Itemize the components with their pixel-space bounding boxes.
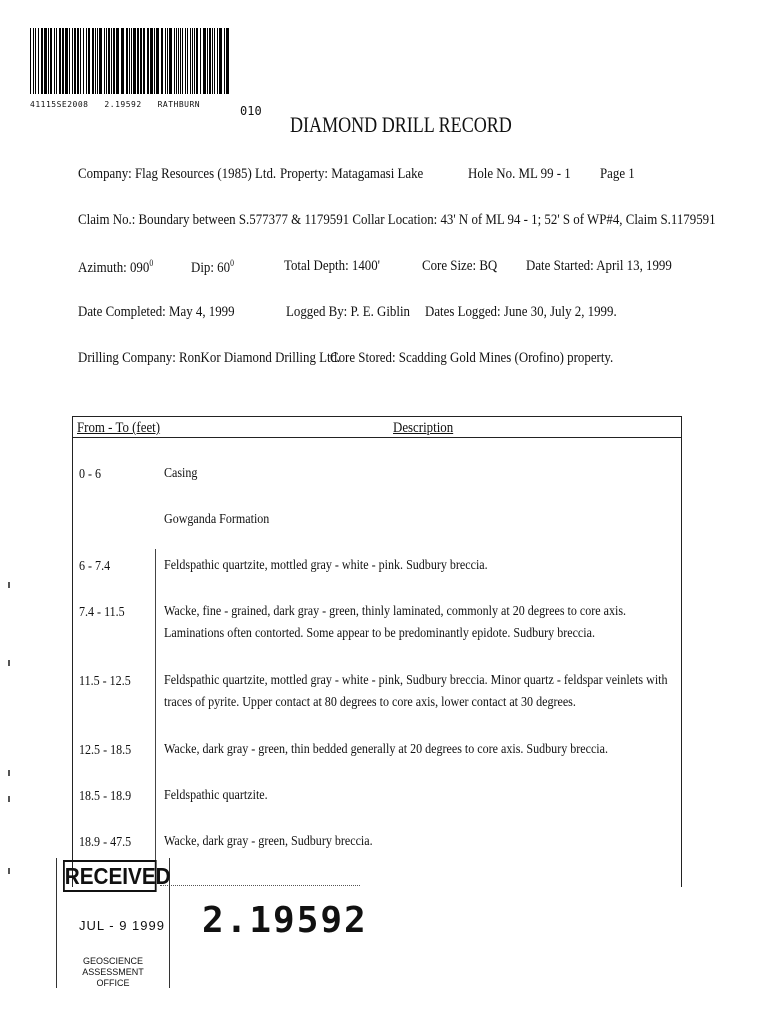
table-row-from: 12.5 - 18.5 bbox=[79, 743, 132, 758]
margin-mark bbox=[8, 660, 10, 666]
barcode-bar bbox=[111, 28, 112, 94]
logged-by-field: Logged By: P. E. Giblin bbox=[286, 304, 410, 320]
margin-mark bbox=[8, 796, 10, 802]
barcode-bar bbox=[41, 28, 43, 94]
barcode-bar bbox=[140, 28, 142, 94]
stamp-office-line: OFFICE bbox=[96, 978, 130, 988]
barcode-bar bbox=[44, 28, 47, 94]
barcode-bar bbox=[99, 28, 102, 94]
barcode bbox=[30, 28, 230, 94]
barcode-bar bbox=[190, 28, 191, 94]
table-row-desc: Gowganda Formation bbox=[164, 512, 270, 527]
stamp-office-line: GEOSCIENCE ASSESSMENT bbox=[82, 956, 144, 977]
barcode-bar bbox=[174, 28, 175, 94]
dip-value: Dip: 60 bbox=[191, 260, 231, 276]
date-started-field: Date Started: April 13, 1999 bbox=[526, 258, 672, 274]
barcode-bar bbox=[214, 28, 215, 94]
barcode-bar bbox=[200, 28, 201, 94]
barcode-bar bbox=[95, 28, 96, 94]
barcode-bar bbox=[219, 28, 222, 94]
barcode-bar bbox=[97, 28, 98, 94]
barcode-bar bbox=[192, 28, 193, 94]
barcode-bar bbox=[150, 28, 153, 94]
barcode-graphic bbox=[30, 28, 230, 94]
barcode-bar bbox=[156, 28, 159, 94]
barcode-bar bbox=[33, 28, 34, 94]
column-divider bbox=[155, 549, 156, 887]
header-from-to: From - To (feet) bbox=[77, 420, 161, 436]
barcode-bar bbox=[178, 28, 179, 94]
barcode-bar bbox=[54, 28, 55, 94]
file-number: 2.19592 bbox=[202, 900, 368, 941]
barcode-bar bbox=[165, 28, 166, 94]
barcode-bar bbox=[59, 28, 61, 94]
barcode-bar bbox=[203, 28, 206, 94]
table-row-desc: Feldspathic quartzite, mottled gray - white - pink. Sudbury breccia. bbox=[164, 558, 488, 573]
core-size-field: Core Size: BQ bbox=[422, 258, 498, 274]
table-row-desc: Wacke, fine - grained, dark gray - green, thinly laminated, commonly at 20 degrees to core axis. Laminations often contorted. Some appear to be predominantly epidote. Sudbury breccia. bbox=[164, 604, 627, 641]
barcode-bar bbox=[113, 28, 115, 94]
barcode-bar bbox=[92, 28, 94, 94]
barcode-bar bbox=[38, 28, 39, 94]
total-depth-field: Total Depth: 1400' bbox=[284, 258, 381, 274]
received-stamp bbox=[56, 858, 170, 988]
barcode-bar bbox=[143, 28, 145, 94]
table-row-from: 0 - 6 bbox=[79, 467, 102, 482]
barcode-bar bbox=[212, 28, 213, 94]
barcode-bar bbox=[176, 28, 177, 94]
table-row-from: 18.5 - 18.9 bbox=[79, 789, 132, 804]
margin-mark bbox=[8, 868, 10, 874]
barcode-bar bbox=[72, 28, 73, 94]
barcode-bar bbox=[65, 28, 68, 94]
drill-log-table bbox=[72, 416, 682, 887]
barcode-bar bbox=[196, 28, 198, 94]
barcode-bar bbox=[116, 28, 119, 94]
barcode-bar bbox=[88, 28, 90, 94]
barcode-bar bbox=[209, 28, 211, 94]
page-title: DIAMOND DRILL RECORD bbox=[290, 112, 512, 137]
barcode-bar bbox=[126, 28, 128, 94]
barcode-bar bbox=[129, 28, 130, 94]
stamp-date: JUL - 9 1999 bbox=[79, 918, 165, 933]
company-field: Company: Flag Resources (1985) Ltd. bbox=[78, 166, 277, 182]
stamp-office bbox=[59, 956, 167, 989]
dip-degree: 0 bbox=[230, 258, 234, 268]
table-row-desc: Feldspathic quartzite. bbox=[164, 788, 268, 803]
barcode-bar bbox=[56, 28, 57, 94]
barcode-bar bbox=[185, 28, 186, 94]
barcode-bar bbox=[106, 28, 107, 94]
azimuth-degree: 0 bbox=[149, 258, 154, 268]
table-row-from: 18.9 - 47.5 bbox=[79, 835, 132, 850]
barcode-bar bbox=[217, 28, 218, 94]
barcode-bar bbox=[154, 28, 155, 94]
barcode-bar bbox=[30, 28, 31, 94]
property-field: Property: Matagamasi Lake bbox=[280, 166, 424, 182]
margin-mark bbox=[8, 770, 10, 776]
table-row-desc: Casing bbox=[164, 466, 198, 481]
barcode-bar bbox=[167, 28, 168, 94]
barcode-bar bbox=[69, 28, 70, 94]
barcode-bar bbox=[35, 28, 36, 94]
barcode-bar bbox=[147, 28, 149, 94]
table-row-desc: Wacke, dark gray - green, thin bedded generally at 20 degrees to core axis. Sudbury breccia. bbox=[164, 742, 609, 757]
document-code-line: 41115SE2008 2.19592 RATHBURN bbox=[30, 100, 201, 109]
barcode-bar bbox=[169, 28, 172, 94]
claim-field: Claim No.: Boundary between S.577377 & 1179591 Collar Location: 43' N of ML 94 - 1; 52' S of WP#4, Claim S.1179591 bbox=[78, 212, 716, 228]
barcode-bar bbox=[77, 28, 79, 94]
margin-mark bbox=[8, 582, 10, 588]
stamp-number: 010 bbox=[240, 104, 262, 118]
stamp-title: RECEIVED bbox=[63, 860, 157, 892]
barcode-bar bbox=[180, 28, 181, 94]
hole-number-field: Hole No. ML 99 - 1 bbox=[468, 166, 571, 182]
azimuth-value: Azimuth: 090 bbox=[78, 260, 150, 276]
dip-field bbox=[191, 258, 234, 277]
barcode-bar bbox=[80, 28, 81, 94]
table-row-desc: Wacke, dark gray - green, Sudbury breccia. bbox=[164, 834, 373, 849]
date-completed-field: Date Completed: May 4, 1999 bbox=[78, 304, 235, 320]
header-description: Description bbox=[393, 420, 454, 436]
barcode-bar bbox=[182, 28, 183, 94]
barcode-bar bbox=[194, 28, 195, 94]
barcode-bar bbox=[131, 28, 132, 94]
table-row-from: 6 - 7.4 bbox=[79, 559, 111, 574]
barcode-bar bbox=[226, 28, 229, 94]
table-row-from: 7.4 - 11.5 bbox=[79, 605, 125, 620]
barcode-bar bbox=[50, 28, 52, 94]
page-number-field: Page 1 bbox=[600, 166, 635, 182]
drilling-company-field: Drilling Company: RonKor Diamond Drilling Ltd. bbox=[78, 350, 341, 366]
table-header bbox=[73, 417, 681, 438]
barcode-bar bbox=[207, 28, 208, 94]
barcode-bar bbox=[187, 28, 188, 94]
table-bottom-rule bbox=[160, 885, 360, 886]
barcode-bar bbox=[48, 28, 49, 94]
core-stored-field: Core Stored: Scadding Gold Mines (Orofino) property. bbox=[330, 350, 614, 366]
azimuth-field bbox=[78, 258, 153, 277]
barcode-bar bbox=[104, 28, 105, 94]
barcode-bar bbox=[121, 28, 124, 94]
table-row-desc: Feldspathic quartzite, mottled gray - white - pink, Sudbury breccia. Minor quartz - feldspar veinlets with traces of pyrite. Upper contact at 80 degrees to core axis, lower contact at 30 degrees. bbox=[164, 673, 668, 710]
barcode-bar bbox=[137, 28, 139, 94]
table-row-from: 11.5 - 12.5 bbox=[79, 674, 131, 689]
barcode-bar bbox=[108, 28, 110, 94]
barcode-bar bbox=[224, 28, 225, 94]
barcode-bar bbox=[161, 28, 163, 94]
barcode-bar bbox=[86, 28, 87, 94]
barcode-bar bbox=[74, 28, 76, 94]
barcode-bar bbox=[62, 28, 64, 94]
dates-logged-field: Dates Logged: June 30, July 2, 1999. bbox=[425, 304, 617, 320]
barcode-bar bbox=[83, 28, 84, 94]
barcode-bar bbox=[133, 28, 136, 94]
